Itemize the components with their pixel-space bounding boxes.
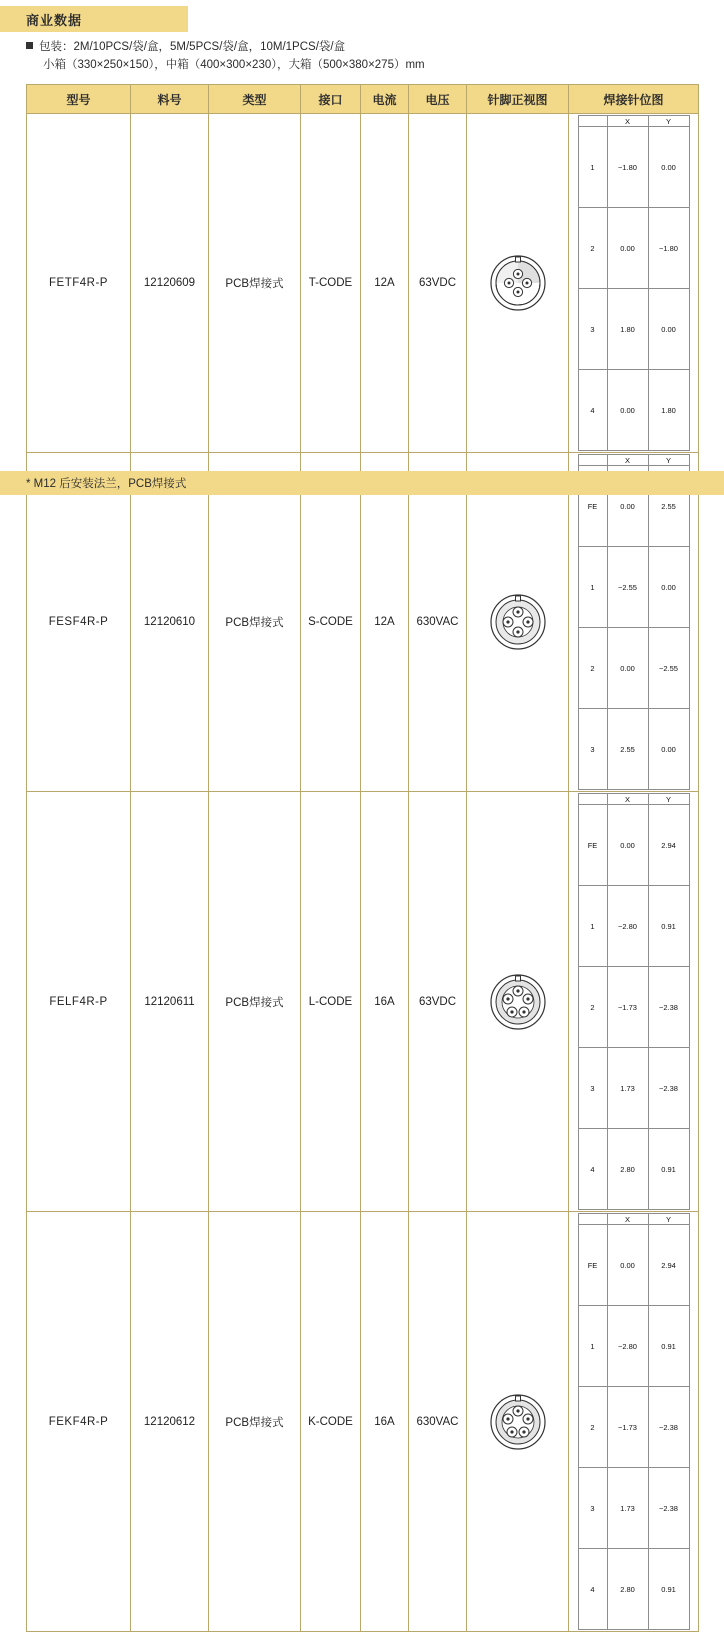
cell-model: FEKF4R-P	[27, 1212, 131, 1632]
coords-y: 2.94	[648, 805, 689, 886]
coords-pin: 4	[578, 370, 607, 451]
table-row	[27, 453, 699, 792]
note-text-2: 小箱（330×250×150），中箱（400×300×230），大箱（500×380×275）mm	[43, 59, 425, 71]
coords-x: −1.73	[607, 967, 648, 1048]
col-header-pin-view: 针脚正视图	[467, 85, 569, 114]
packaging-notes	[26, 38, 698, 74]
coords-pin: 3	[578, 709, 607, 790]
table-row	[27, 114, 699, 453]
l-code-4pin-face-icon	[488, 972, 548, 1032]
coords-col-y: Y	[648, 116, 689, 127]
table-row	[27, 792, 699, 1212]
coords-y: −2.38	[648, 967, 689, 1048]
cell-type: PCB焊接式	[209, 114, 301, 453]
coords-row	[578, 628, 689, 709]
coords-col-label	[578, 455, 607, 466]
coords-y: −2.38	[648, 1468, 689, 1549]
coords-row	[578, 1129, 689, 1210]
note-line-1	[26, 38, 698, 56]
square-bullet-icon	[26, 42, 33, 49]
coords-x: 2.80	[607, 1549, 648, 1630]
footer-note: * M12 后安装法兰，PCB焊接式	[26, 478, 187, 490]
coords-x: 0.00	[607, 1225, 648, 1306]
col-header-part-no: 料号	[131, 85, 209, 114]
coords-pin: 4	[578, 1549, 607, 1630]
table-row	[27, 1212, 699, 1632]
coords-row	[578, 967, 689, 1048]
coords-row	[578, 370, 689, 451]
coords-header-row	[578, 116, 689, 127]
coords-header-row	[578, 455, 689, 466]
table-header-row	[27, 85, 699, 114]
coords-row	[578, 1549, 689, 1630]
coords-col-label	[578, 1214, 607, 1225]
product-table	[26, 84, 699, 1632]
coords-y: 0.00	[648, 289, 689, 370]
coords-y: 0.00	[648, 709, 689, 790]
coords-x: 0.00	[607, 466, 648, 547]
cell-type: PCB焊接式	[209, 792, 301, 1212]
coords-table	[578, 454, 690, 790]
coords-row	[578, 208, 689, 289]
coords-y: 0.91	[648, 1306, 689, 1387]
cell-part-no: 12120610	[131, 453, 209, 792]
col-header-model: 型号	[27, 85, 131, 114]
coords-y: 2.55	[648, 466, 689, 547]
cell-pin-view	[467, 1212, 569, 1632]
product-table-wrap	[26, 84, 698, 1632]
cell-current: 12A	[361, 114, 409, 453]
coords-x: 0.00	[607, 805, 648, 886]
cell-pin-view	[467, 114, 569, 453]
coords-pin: 3	[578, 1048, 607, 1129]
coords-x: 1.73	[607, 1468, 648, 1549]
coords-pin: 3	[578, 289, 607, 370]
cell-pin-view	[467, 453, 569, 792]
cell-current: 16A	[361, 792, 409, 1212]
table-head	[27, 85, 699, 114]
cell-voltage: 630VAC	[409, 1212, 467, 1632]
coords-x: −1.73	[607, 1387, 648, 1468]
cell-model: FETF4R-P	[27, 114, 131, 453]
coords-row	[578, 127, 689, 208]
table-body	[27, 114, 699, 1632]
cell-voltage: 63VDC	[409, 114, 467, 453]
cell-interface: S-CODE	[301, 453, 361, 792]
cell-model: FESF4R-P	[27, 453, 131, 792]
k-code-4pin-face-icon	[488, 1392, 548, 1452]
coords-col-x: X	[607, 455, 648, 466]
coords-pin: 1	[578, 886, 607, 967]
coords-y: −2.38	[648, 1048, 689, 1129]
s-code-4pin-face-icon	[488, 592, 548, 652]
coords-x: 2.55	[607, 709, 648, 790]
coords-y: −2.38	[648, 1387, 689, 1468]
cell-current: 12A	[361, 453, 409, 792]
cell-solder-map	[569, 792, 699, 1212]
cell-part-no: 12120611	[131, 792, 209, 1212]
coords-y: 0.00	[648, 547, 689, 628]
note-line-2	[26, 56, 698, 74]
col-header-current: 电流	[361, 85, 409, 114]
coords-col-y: Y	[648, 1214, 689, 1225]
coords-row	[578, 547, 689, 628]
coords-x: −1.80	[607, 127, 648, 208]
coords-header-row	[578, 1214, 689, 1225]
coords-col-y: Y	[648, 794, 689, 805]
coords-y: 1.80	[648, 370, 689, 451]
coords-pin: FE	[578, 1225, 607, 1306]
cell-type: PCB焊接式	[209, 1212, 301, 1632]
cell-current: 16A	[361, 1212, 409, 1632]
coords-pin: 2	[578, 208, 607, 289]
col-header-interface: 接口	[301, 85, 361, 114]
coords-x: −2.80	[607, 1306, 648, 1387]
coords-row	[578, 886, 689, 967]
cell-model: FELF4R-P	[27, 792, 131, 1212]
coords-row	[578, 709, 689, 790]
coords-col-label	[578, 116, 607, 127]
cell-type: PCB焊接式	[209, 453, 301, 792]
coords-y: −1.80	[648, 208, 689, 289]
cell-voltage: 630VAC	[409, 453, 467, 792]
coords-pin: 4	[578, 1129, 607, 1210]
coords-x: 0.00	[607, 628, 648, 709]
coords-row	[578, 1306, 689, 1387]
col-header-solder-map: 焊接针位图	[569, 85, 699, 114]
coords-pin: 2	[578, 628, 607, 709]
coords-row	[578, 289, 689, 370]
coords-y: 2.94	[648, 1225, 689, 1306]
section-header	[0, 6, 188, 32]
coords-pin: 3	[578, 1468, 607, 1549]
coords-col-x: X	[607, 1214, 648, 1225]
coords-table	[578, 1213, 690, 1630]
coords-pin: FE	[578, 466, 607, 547]
cell-voltage: 63VDC	[409, 792, 467, 1212]
coords-table	[578, 793, 690, 1210]
coords-table	[578, 115, 690, 451]
coords-y: −2.55	[648, 628, 689, 709]
coords-pin: 2	[578, 967, 607, 1048]
coords-header-row	[578, 794, 689, 805]
coords-col-y: Y	[648, 455, 689, 466]
coords-x: 0.00	[607, 208, 648, 289]
cell-part-no: 12120609	[131, 114, 209, 453]
coords-y: 0.91	[648, 1129, 689, 1210]
coords-x: 0.00	[607, 370, 648, 451]
coords-x: 1.80	[607, 289, 648, 370]
coords-x: −2.80	[607, 886, 648, 967]
coords-pin: 1	[578, 127, 607, 208]
cell-interface: K-CODE	[301, 1212, 361, 1632]
coords-col-label	[578, 794, 607, 805]
t-code-4pin-face-icon	[488, 253, 548, 313]
coords-x: 1.73	[607, 1048, 648, 1129]
coords-row	[578, 805, 689, 886]
coords-x: −2.55	[607, 547, 648, 628]
col-header-type: 类型	[209, 85, 301, 114]
coords-row	[578, 1387, 689, 1468]
note-text-1: 包装：2M/10PCS/袋/盒，5M/5PCS/袋/盒，10M/1PCS/袋/盒	[39, 41, 346, 53]
cell-interface: T-CODE	[301, 114, 361, 453]
coords-row	[578, 1048, 689, 1129]
coords-y: 0.00	[648, 127, 689, 208]
page-title: 商业数据	[26, 12, 83, 28]
col-header-voltage: 电压	[409, 85, 467, 114]
coords-y: 0.91	[648, 886, 689, 967]
coords-col-x: X	[607, 794, 648, 805]
coords-y: 0.91	[648, 1549, 689, 1630]
coords-pin: 1	[578, 547, 607, 628]
cell-interface: L-CODE	[301, 792, 361, 1212]
coords-col-x: X	[607, 116, 648, 127]
cell-solder-map	[569, 1212, 699, 1632]
cell-solder-map	[569, 114, 699, 453]
coords-pin: 2	[578, 1387, 607, 1468]
coords-x: 2.80	[607, 1129, 648, 1210]
coords-pin: FE	[578, 805, 607, 886]
cell-pin-view	[467, 792, 569, 1212]
coords-row	[578, 1225, 689, 1306]
cell-part-no: 12120612	[131, 1212, 209, 1632]
coords-pin: 1	[578, 1306, 607, 1387]
footer-note-bar	[0, 471, 724, 495]
cell-solder-map	[569, 453, 699, 792]
coords-row	[578, 1468, 689, 1549]
